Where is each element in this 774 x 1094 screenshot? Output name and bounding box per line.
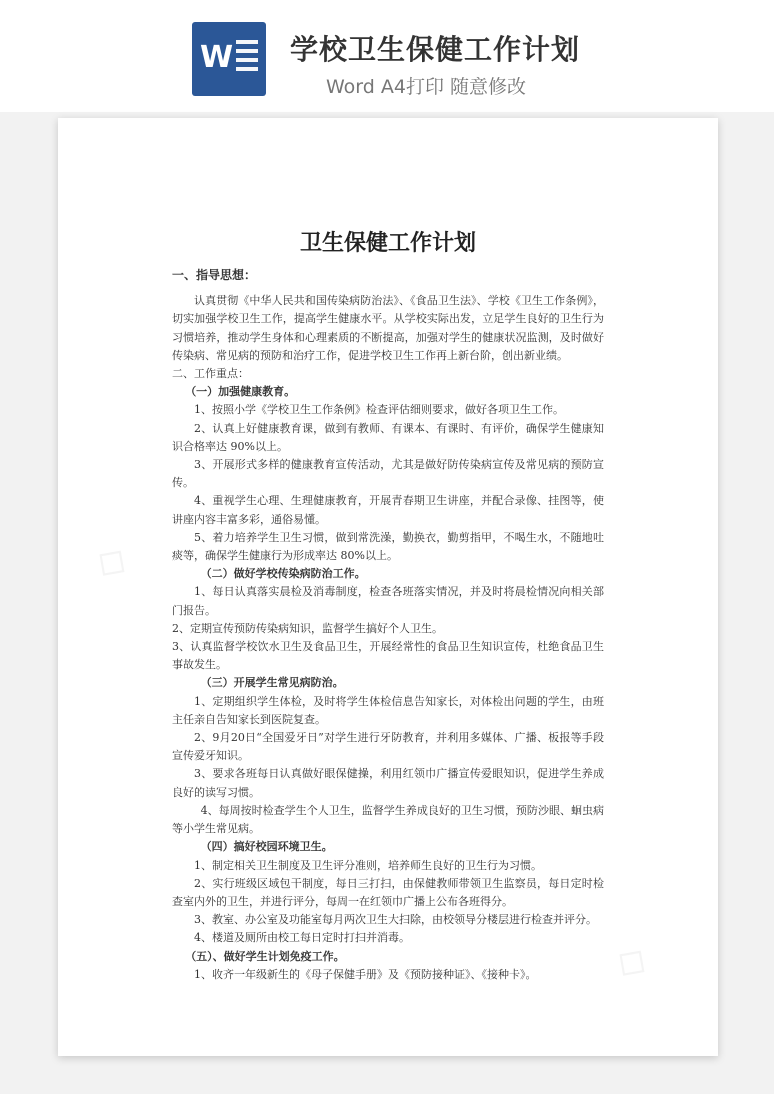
list-item: 4、每周按时检查学生个人卫生，监督学生养成良好的卫生习惯，预防沙眼、蛔虫病等小学生常见病。 [172, 803, 604, 836]
list-item: 3、教室、办公室及功能室每月两次卫生大扫除，由校领导分楼层进行检查并评分。 [194, 913, 597, 927]
list-item: 1、收齐一年级新生的《母子保健手册》及《预防接种证》、《接种卡》。 [194, 967, 537, 981]
header-banner [0, 0, 774, 112]
word-icon-letter: W [200, 40, 234, 75]
paragraph: 认真贯彻《中华人民共和国传染病防治法》、《食品卫生法》、学校《卫生工作条例》，切实加强学校卫生工作，提高学生健康水平。从学校实际出发，立足学生良好的卫生行为习惯培养，推动学生身体和心理素质的不断提高，加强对学生的健康状况监测，及时做好传染病、常见病的预防和治疗工作，促进学校卫生工作再上新台阶，创出新业绩。 [172, 294, 604, 362]
subsection-heading: （三）开展学生常见病防治。 [200, 676, 344, 690]
banner-title: 学校卫生保健工作计划 [290, 33, 581, 66]
list-item: 2、实行班级区域包干制度，每日三打扫，由保健教师带领卫生监察员，每日定时检查室内外的卫生，并进行评分，每周一在红领巾广播上公布各班得分。 [172, 876, 604, 908]
word-icon-lines [236, 40, 258, 80]
list-item: 3、认真监督学校饮水卫生及食品卫生，开展经常性的食品卫生知识宣传，杜绝食品卫生事故发生。 [172, 640, 604, 672]
list-item: 5、着力培养学生卫生习惯，做到常洗澡，勤换衣，勤剪指甲，不喝生水，不随地吐痰等，确保学生健康行为形成率达 80%以上。 [172, 530, 604, 563]
section-heading: 一、指导思想： [172, 268, 257, 282]
list-item: 2、认真上好健康教育课，做到有教师、有课本、有课时、有评价，确保学生健康知识合格率达 90%以上。 [172, 421, 604, 453]
document-page [58, 118, 718, 1056]
list-item: 2、定期宣传预防传染病知识，监督学生搞好个人卫生。 [172, 621, 443, 635]
subsection-heading: （四）搞好校园环境卫生。 [200, 840, 333, 854]
section-heading: 二、工作重点： [172, 367, 249, 381]
list-item: 4、重视学生心理、生理健康教育，开展青春期卫生讲座，并配合录像、挂图等，使讲座内容丰富多彩，通俗易懂。 [172, 494, 604, 526]
subsection-heading: （五）、做好学生计划免疫工作。 [185, 949, 345, 963]
subsection-heading: （二）做好学校传染病防治工作。 [200, 567, 366, 581]
list-item: 1、每日认真落实晨检及消毒制度，检查各班落实情况，并及时将晨检情况向相关部门报告。 [172, 585, 604, 617]
list-item: 4、楼道及厕所由校工每日定时打扫并消毒。 [194, 931, 410, 945]
word-document-icon [192, 22, 266, 96]
watermark-decoration: ◇ [87, 533, 140, 589]
document-body [172, 266, 604, 984]
watermark-decoration: ◇ [607, 933, 660, 989]
document-title: 卫生保健工作计划 [299, 231, 476, 256]
subsection-heading: （一）加强健康教育。 [185, 385, 296, 399]
list-item: 3、开展形式多样的健康教育宣传活动，尤其是做好防传染病宣传及常见病的预防宣传。 [172, 458, 604, 490]
list-item: 1、定期组织学生体检，及时将学生体检信息告知家长，对体检出问题的学生，由班主任亲自告知家长到医院复查。 [172, 694, 604, 726]
banner-subtitle: Word A4打印 随意修改 [326, 76, 527, 98]
list-item: 3、要求各班每日认真做好眼保健操，利用红领巾广播宣传爱眼知识，促进学生养成良好的读写习惯。 [172, 767, 604, 799]
list-item: 1、制定相关卫生制度及卫生评分准则，培养师生良好的卫生行为习惯。 [194, 858, 542, 872]
list-item: 1、按照小学《学校卫生工作条例》检查评估细则要求，做好各项卫生工作。 [194, 403, 564, 417]
list-item: 2、9月20日“全国爱牙日”对学生进行牙防教育，并利用多媒体、广播、板报等手段宣传爱牙知识。 [172, 731, 604, 763]
